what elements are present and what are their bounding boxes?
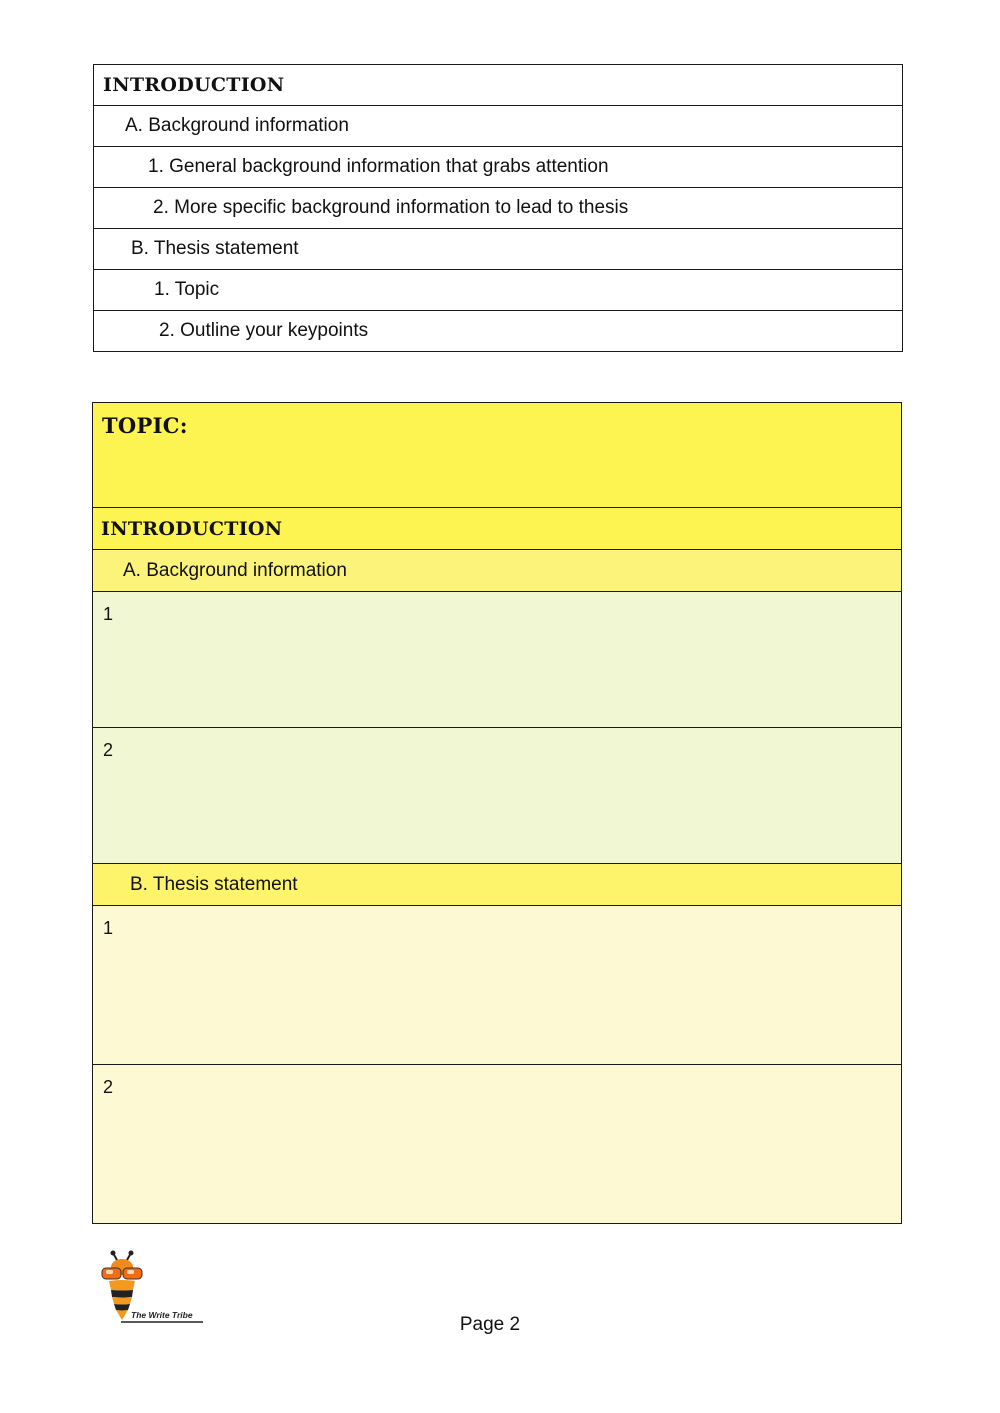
section-b-label: B. Thesis statement: [130, 873, 298, 895]
topic-label: TOPIC:: [102, 413, 188, 438]
outline-row-text: 1. Topic: [154, 279, 220, 300]
outline-row-text: 2. More specific background information to lead to thesis: [153, 197, 629, 218]
section-a-label: A. Background information: [123, 559, 347, 581]
worksheet-table: [92, 402, 902, 1224]
outline-row-text: A. Background information: [125, 115, 349, 136]
answer-number: 2: [103, 1077, 114, 1097]
outline-row-text: 2. Outline your keypoints: [159, 320, 369, 341]
outline-row-text: B. Thesis statement: [131, 238, 299, 259]
outline-heading-row: [94, 65, 902, 106]
intro-heading-row: [93, 508, 901, 550]
page-number: Page 2: [459, 1314, 521, 1335]
intro-heading: INTRODUCTION: [101, 517, 283, 540]
answer-number: 2: [103, 740, 114, 760]
outline-heading: INTRODUCTION: [103, 74, 285, 96]
topic-field[interactable]: [93, 403, 901, 508]
answer-number: 1: [103, 918, 114, 938]
logo-text: The Write Tribe: [131, 1310, 193, 1320]
outline-row: [94, 270, 902, 311]
background-answer-field-2[interactable]: [93, 728, 901, 864]
outline-row: [94, 147, 902, 188]
outline-row-text: 1. General background information that grabs attention: [148, 156, 609, 177]
outline-row: [94, 229, 902, 270]
outline-table: [93, 64, 903, 352]
thesis-answer-field-2[interactable]: [93, 1065, 901, 1224]
outline-row: [94, 311, 902, 352]
background-answer-field-1[interactable]: [93, 592, 901, 728]
answer-number: 1: [103, 604, 114, 624]
section-b-heading: [93, 864, 901, 906]
outline-row: [94, 188, 902, 229]
section-a-heading: [93, 550, 901, 592]
thesis-answer-field-1[interactable]: [93, 906, 901, 1065]
outline-row: [94, 106, 902, 147]
